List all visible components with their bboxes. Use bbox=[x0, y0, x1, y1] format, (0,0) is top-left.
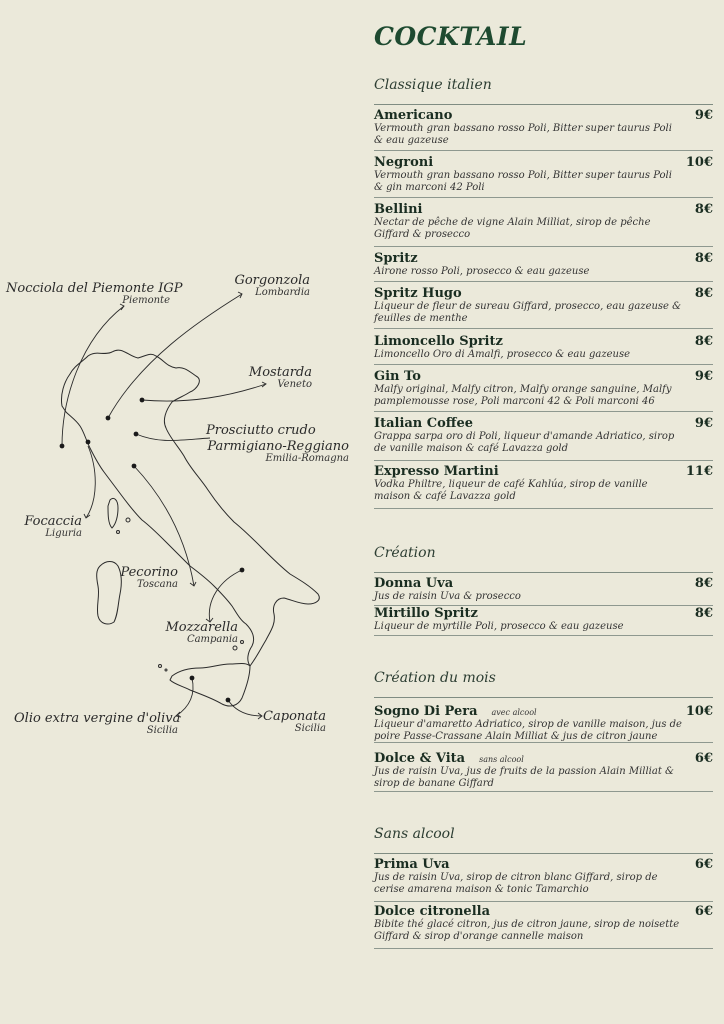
label-name: Caponata bbox=[263, 709, 326, 724]
label-region: Veneto bbox=[277, 379, 312, 390]
item-desc: Jus de raisin Uva, sirop de citron blanc Giffard, sirop de cerise amarena maison & tonic Tamarchio bbox=[374, 872, 658, 895]
item-name: Limoncello Spritz bbox=[374, 334, 503, 349]
label-name: Gorgonzola bbox=[234, 273, 310, 288]
label-name: Mozzarella bbox=[165, 620, 238, 635]
menu-item bbox=[374, 700, 713, 743]
menu-item bbox=[374, 251, 713, 282]
item-desc: Bibite thé glacé citron, jus de citron jaune, sirop de noisette Giffard & sirop d'orange cannelle maison bbox=[374, 919, 680, 942]
label-name: Nocciola del Piemonte IGP bbox=[6, 281, 183, 296]
label-region: Liguria bbox=[45, 528, 82, 539]
label-region: Lombardia bbox=[255, 287, 310, 298]
item-price: 9€ bbox=[694, 416, 713, 431]
item-desc: Liqueur d'amaretto Adriatico, sirop de vanille maison, jus de poire Passe-Crassane Alain Milliat & jus de citron jaune bbox=[374, 719, 682, 742]
item-price: 10€ bbox=[685, 155, 713, 170]
item-tag: avec alcool bbox=[491, 708, 537, 717]
italy-mainland-outline bbox=[61, 350, 319, 666]
section-divider bbox=[374, 853, 713, 854]
item-desc: Jus de raisin Uva & prosecco bbox=[374, 591, 521, 602]
item-name: Mirtillo Spritz bbox=[374, 606, 478, 621]
map-label-prosciutto bbox=[206, 423, 316, 438]
sicily-outline bbox=[170, 664, 250, 707]
item-name: Gin To bbox=[374, 369, 421, 384]
item-desc: Vermouth gran bassano rosso Poli, Bitter super taurus Poli & eau gazeuse bbox=[374, 123, 672, 146]
item-name: Spritz bbox=[374, 251, 418, 266]
menu-item bbox=[374, 369, 713, 412]
label-name: Focaccia bbox=[24, 514, 82, 529]
menu-item bbox=[374, 904, 713, 949]
item-desc: Airone rosso Poli, prosecco & eau gazeuse bbox=[374, 266, 590, 277]
item-name: Prima Uva bbox=[374, 857, 450, 872]
item-desc: Grappa sarpa oro di Poli, liqueur d'amande Adriatico, sirop de vanille maison & café Lavazza gold bbox=[374, 431, 675, 454]
menu-item bbox=[374, 606, 713, 636]
map-label-focaccia bbox=[20, 515, 82, 539]
item-desc: Liqueur de fleur de sureau Giffard, prosecco, eau gazeuse & feuilles de menthe bbox=[374, 301, 682, 324]
item-name: Dolce & Vita bbox=[374, 751, 466, 766]
item-price: 10€ bbox=[685, 704, 713, 719]
menu-item bbox=[374, 108, 713, 151]
item-desc: Liqueur de myrtille Poli, prosecco & eau gazeuse bbox=[374, 621, 624, 632]
item-price: 8€ bbox=[694, 606, 713, 621]
menu-item bbox=[374, 857, 713, 902]
section-title-creation: Création bbox=[374, 545, 436, 561]
menu-item bbox=[374, 334, 713, 365]
label-name: Olio extra vergine d'oliva bbox=[14, 711, 181, 726]
item-tag: sans alcool bbox=[479, 755, 524, 764]
item-price: 6€ bbox=[694, 857, 713, 872]
label-region: Emilia-Romagna bbox=[265, 453, 349, 464]
section-title-sans-alcool: Sans alcool bbox=[374, 826, 455, 842]
label-region: Campania bbox=[186, 634, 238, 645]
item-price: 8€ bbox=[694, 251, 713, 266]
menu-item bbox=[374, 747, 713, 792]
label-name: Pecorino bbox=[120, 565, 178, 580]
section-divider bbox=[374, 104, 713, 105]
map-label-parmigiano bbox=[200, 440, 349, 464]
map-label-nocciola bbox=[6, 281, 183, 306]
section-title-creation-du-mois: Création du mois bbox=[374, 670, 496, 686]
italy-map bbox=[0, 0, 360, 1024]
menu-item bbox=[374, 155, 713, 198]
item-desc: Limoncello Oro di Amalfi, prosecco & eau gazeuse bbox=[374, 349, 631, 360]
section-title-classique: Classique italien bbox=[374, 77, 492, 93]
item-price: 9€ bbox=[694, 108, 713, 123]
item-name: Bellini bbox=[374, 202, 423, 217]
map-label-pecorino bbox=[118, 566, 178, 590]
menu-item bbox=[374, 202, 713, 247]
label-name: Parmigiano-Reggiano bbox=[207, 439, 349, 454]
item-price: 6€ bbox=[694, 751, 713, 766]
menu-title: COCKTAIL bbox=[374, 22, 528, 51]
label-name: Mostarda bbox=[248, 365, 312, 380]
map-label-mozzarella bbox=[162, 621, 238, 645]
map-label-mostarda bbox=[240, 366, 312, 390]
item-name: Dolce citronella bbox=[374, 904, 490, 919]
item-desc: Vermouth gran bassano rosso Poli, Bitter super taurus Poli & gin marconi 42 Poli bbox=[374, 170, 672, 193]
item-price: 6€ bbox=[694, 904, 713, 919]
item-price: 8€ bbox=[694, 202, 713, 217]
item-price: 8€ bbox=[694, 576, 713, 591]
item-price: 9€ bbox=[694, 369, 713, 384]
section-divider bbox=[374, 572, 713, 573]
menu-item bbox=[374, 576, 713, 606]
label-region: Toscana bbox=[136, 579, 178, 590]
label-region: Piemonte bbox=[122, 295, 170, 306]
item-price: 8€ bbox=[694, 286, 713, 301]
item-desc: Jus de raisin Uva, jus de fruits de la passion Alain Milliat & sirop de banane Giffard bbox=[374, 766, 674, 789]
italy-map-drawing bbox=[0, 0, 360, 1024]
label-region: Sicilia bbox=[294, 723, 326, 734]
label-region: Sicilia bbox=[146, 725, 178, 736]
item-desc: Malfy original, Malfy citron, Malfy orange sanguine, Malfy pamplemousse rose, Poli marconi 42 & Poli marconi 46 bbox=[374, 384, 672, 407]
section-divider bbox=[374, 697, 713, 698]
label-name: Prosciutto crudo bbox=[206, 423, 316, 438]
item-desc: Nectar de pêche de vigne Alain Milliat, sirop de pêche Giffard & prosecco bbox=[374, 217, 651, 240]
map-label-caponata bbox=[260, 710, 326, 734]
item-name: Expresso Martini bbox=[374, 464, 499, 479]
menu-item bbox=[374, 464, 713, 509]
menu-item bbox=[374, 416, 713, 461]
item-name: Donna Uva bbox=[374, 576, 454, 591]
menu-item bbox=[374, 286, 713, 329]
corsica-outline bbox=[108, 498, 118, 528]
item-price: 11€ bbox=[685, 464, 713, 479]
item-name: Americano bbox=[374, 108, 453, 123]
item-desc: Vodka Philtre, liqueur de café Kahlúa, sirop de vanille maison & café Lavazza gold bbox=[374, 479, 648, 502]
map-label-gorgonzola bbox=[228, 274, 310, 298]
item-name: Sogno Di Pera bbox=[374, 704, 478, 719]
item-name: Negroni bbox=[374, 155, 434, 170]
item-name: Spritz Hugo bbox=[374, 286, 462, 301]
item-price: 8€ bbox=[694, 334, 713, 349]
map-label-olio bbox=[14, 711, 181, 736]
item-name: Italian Coffee bbox=[374, 416, 474, 431]
